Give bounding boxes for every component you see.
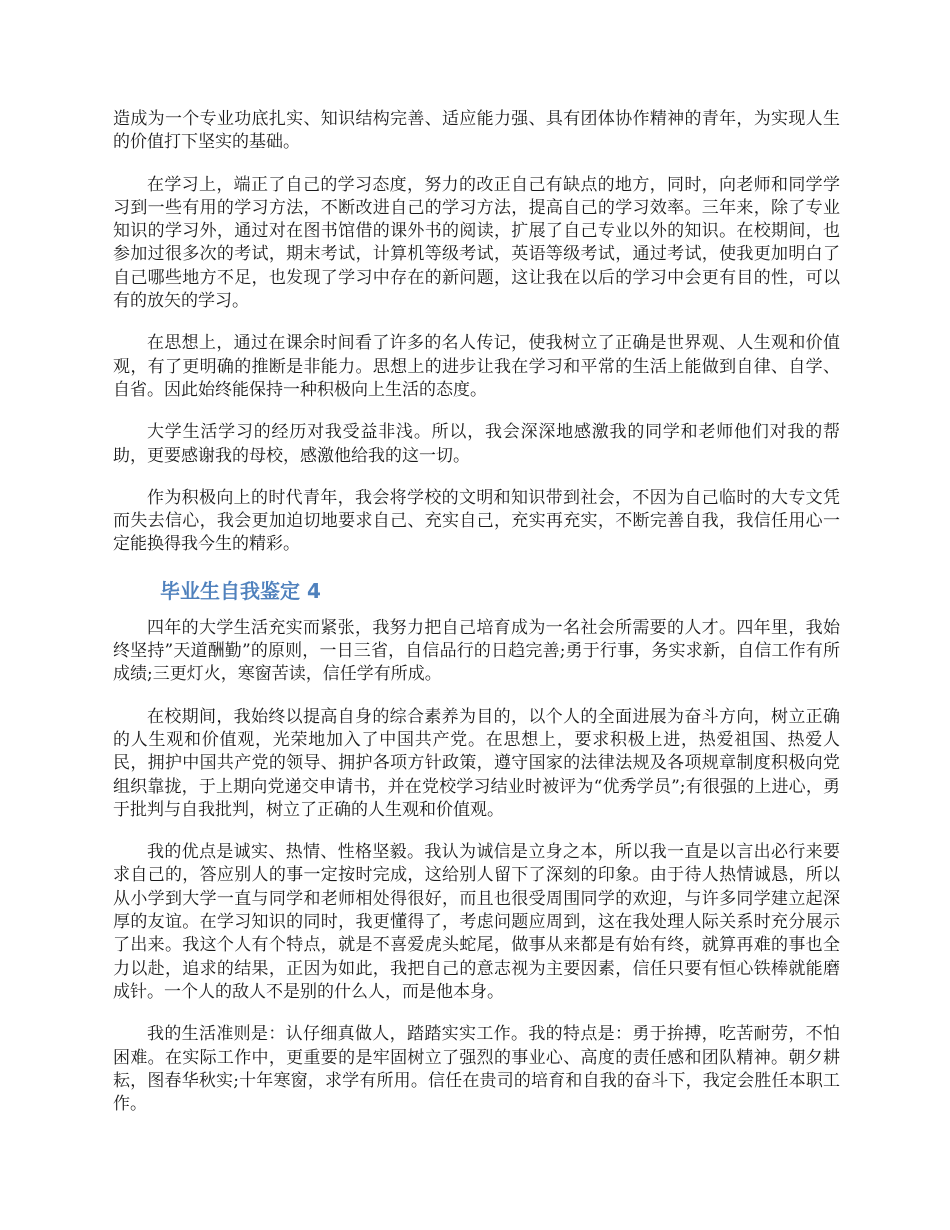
paragraph-gratitude: 大学生活学习的经历对我受益非浅。所以，我会深深地感激我的同学和老师他们对我的帮助，更要感谢我的母校，感激他给我的这一切。 [113, 422, 840, 466]
document-page [113, 108, 840, 1135]
paragraph-principles: 我的生活准则是：认仔细真做人，踏踏实实工作。我的特点是：勇于拚搏，吃苦耐劳，不怕困难。在实际工作中，更重要的是牢固树立了强烈的事业心、高度的责任感和团队精神。朝夕耕耘，图春华秋实;十年寒窗，求学有所用。信任在贵司的培育和自我的奋斗下，我定会胜任本职工作。 [113, 1024, 840, 1115]
paragraph-campus: 在校期间，我始终以提高自身的综合素养为目的，以个人的全面进展为奋斗方向，树立正确的人生观和价值观，光荣地加入了中国共产党。在思想上，要求积极上进，热爱祖国、热爱人民，拥护中国共产党的领导、拥护各项方针政策，遵守国家的法律法规及各项规章制度积极向党组织靠拢，于上期向党递交申请书，并在党校学习结业时被评为“优秀学员”;有很强的上进心，勇于批判与自我批判，树立了正确的人生观和价值观。 [113, 706, 840, 820]
paragraph-study: 在学习上，端正了自己的学习态度，努力的改正自己有缺点的地方，同时，向老师和同学学习到一些有用的学习方法，不断改进自己的学习方法，提高自己的学习效率。三年来，除了专业知识的学习外，通过对在图书馆借的课外书的阅读，扩展了自己专业以外的知识。在校期间，也参加过很多次的考试，期末考试，计算机等级考试，英语等级考试，通过考试，使我更加明白了自己哪些地方不足，也发现了学习中存在的新问题，这让我在以后的学习中会更有目的性，可以有的放矢的学习。 [113, 174, 840, 312]
paragraph-thought: 在思想上，通过在课余时间看了许多的名人传记，使我树立了正确是世界观、人生观和价值观，有了更明确的推断是非能力。思想上的进步让我在学习和平常的生活上能做到自律、自学、自省。因此始终能保持一种积极向上生活的态度。 [113, 333, 840, 400]
paragraph-closing: 作为积极向上的时代青年，我会将学校的文明和知识带到社会，不因为自己临时的大专文凭而失去信心，我会更加迫切地要求自己、充实自己，充实再充实，不断完善自我，我信任用心一定能换得我今生的精彩。 [113, 487, 840, 555]
paragraph-continued: 造成为一个专业功底扎实、知识结构完善、适应能力强、具有团体协作精神的青年，为实现人生的价值打下坚实的基础。 [113, 109, 840, 153]
paragraph-four-years: 四年的大学生活充实而紧张，我努力把自己培育成为一名社会所需要的人才。四年里，我始终坚持”天道酬勤”的原则，一日三省，自信品行的日趋完善;勇于行事，务实求新，自信工作有所成绩;三更灯火，寒窗苦读，信任学有所成。 [113, 617, 840, 685]
paragraph-strengths: 我的优点是诚实、热情、性格坚毅。我认为诚信是立身之本，所以我一直是以言出必行来要求自己的，答应别人的事一定按时完成，这给别人留下了深刻的印象。由于待人热情诚恳，所以从小学到大学一直与同学和老师相处得很好，而且也很受周围同学的欢迎，与许多同学建立起深厚的友谊。在学习知识的同时，我更懂得了，考虑问题应周到，这在我处理人际关系时充分展示了出来。我这个人有个特点，就是不喜爱虎头蛇尾，做事从来都是有始有终，就算再难的事也全力以赴，追求的结果，正因为如此，我把自己的意志视为主要因素，信任只要有恒心铁棒就能磨成针。一个人的敌人不是别的什么人，而是他本身。 [113, 842, 840, 1002]
section-heading: 毕业生自我鉴定 4 [160, 578, 321, 603]
